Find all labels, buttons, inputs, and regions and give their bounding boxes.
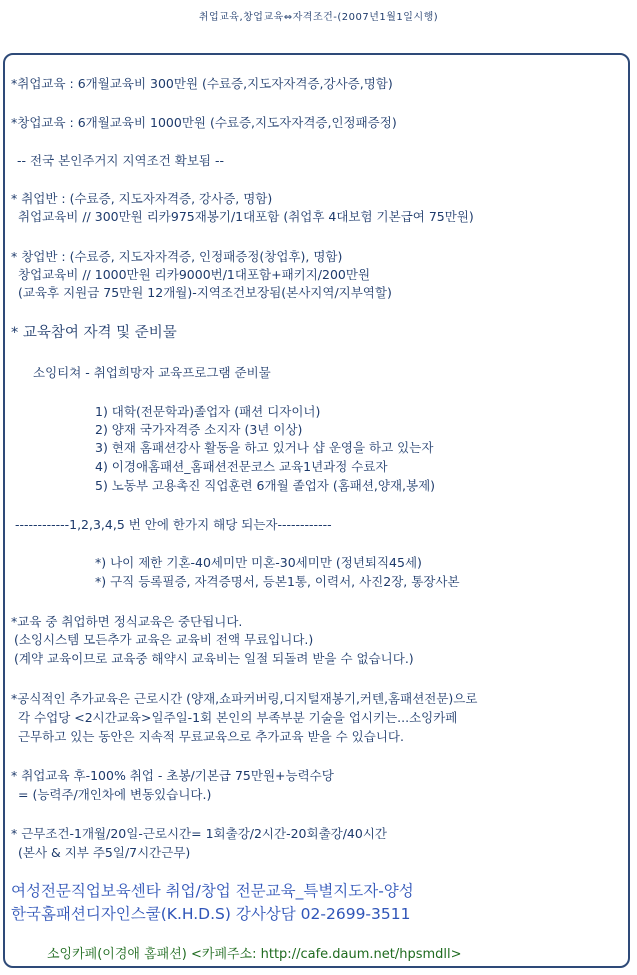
employment-class-fee: 취업교육비 // 300만원 리카975재봉기/1대포함 (취업후 4대보험 기본급여 75만원) (18, 209, 474, 224)
cafe-address-line: 소잉카페(이경애 홈패션) <카페주소: http://cafe.daum.net/hpsmdll> (47, 947, 462, 962)
free-training-note: (소잉시스템 모든추가 교육은 교육비 전액 무료입니다.) (14, 632, 314, 647)
startup-course-line: *창업교육 : 6개월교육비 1000만원 (수료증,지도자자격증,인정패증정) (11, 115, 397, 130)
requirement-separator: ------------1,2,3,4,5 번 안에 한가지 해당 되는자------------ (15, 517, 332, 532)
documents-line: *) 구직 등록필증, 자격증명서, 등본1통, 이력서, 사진2장, 통장사본 (95, 574, 460, 589)
employment-class-heading: * 취업반 : (수료증, 지도자자격증, 강사증, 명함) (11, 191, 273, 206)
extra-training-line-3: 근무하고 있는 동안은 지속적 무료교육으로 추가교육 받을 수 있습니다. (18, 729, 404, 744)
requirement-item-3: 3) 현재 홈패션강사 활동을 하고 있거나 샵 운영을 하고 있는자 (95, 440, 434, 455)
extra-training-line-1: *공식적인 추가교육은 근로시간 (양재,쇼파커버링,디지털재봉기,커텐,홈패션전문)으로 (11, 691, 478, 706)
sewing-teacher-line: 소잉티쳐 - 취업희망자 교육프로그램 준비물 (33, 365, 271, 380)
startup-class-heading: * 창업반 : (수료증, 지도자자격증, 인정패증정(창업후), 명함) (11, 249, 343, 264)
employment-guarantee-line: * 취업교육 후-100% 취업 - 초봉/기본급 75만원+능력수당 (11, 768, 334, 783)
stop-training-note: *교육 중 취업하면 정식교육은 중단됩니다. (11, 614, 243, 629)
requirement-item-2: 2) 양재 국가자격증 소지자 (3년 이상) (95, 422, 303, 437)
startup-class-fee: 창업교육비 // 1000만원 리카9000번/1대포함+패키지/200만원 (18, 267, 371, 282)
ability-note: = (능력주/개인차에 변동있습니다.) (18, 787, 212, 802)
contract-note: (계약 교육이므로 교육중 해약시 교육비는 일절 되돌려 받을 수 없습니다.) (14, 651, 414, 666)
startup-class-support: (교육후 지원금 75만원 12개월)-지역조건보장됨(본사지역/지부역할) (18, 285, 392, 300)
school-contact-line: 한국홈패션디자인스쿨(K.H.D.S) 강사상담 02-2699-3511 (11, 905, 411, 923)
age-limit-line: *) 나이 제한 기혼-40세미만 미혼-30세미만 (정년퇴직45세) (95, 555, 422, 570)
extra-training-line-2: 각 수업당 <2시간교육>일주일-1회 본인의 부족부분 기술을 업시키는...소잉카페 (18, 710, 458, 725)
content-panel (3, 53, 630, 968)
requirement-item-1: 1) 대학(전문학과)졸업자 (패션 디자이너) (95, 404, 321, 419)
center-name-line: 여성전문직업보육센타 취업/창업 전문교육_특별지도자-양성 (11, 882, 414, 900)
qualification-heading: * 교육참여 자격 및 준비물 (11, 325, 177, 341)
work-conditions-line: * 근무조건-1개월/20일-근로시간= 1회출강/2시간-20회출강/40시간 (11, 826, 387, 841)
employment-course-line: *취업교육 : 6개월교육비 300만원 (수료증,지도자자격증,강사증,명함) (11, 76, 393, 91)
region-condition-line: -- 전국 본인주거지 지역조건 확보됨 -- (17, 153, 224, 168)
requirement-item-4: 4) 이경애홈패션_홈패션전문코스 교육1년과정 수료자 (95, 459, 388, 474)
page-title: 취업교육,창업교육⇔자격조건-(2007년1월1일시행) (198, 12, 439, 23)
work-hours-note: (본사 & 지부 주5일/7시간근무) (18, 845, 191, 860)
requirement-item-5: 5) 노동부 고용촉진 직업훈련 6개월 졸업자 (홈패션,양재,봉제) (95, 478, 436, 493)
